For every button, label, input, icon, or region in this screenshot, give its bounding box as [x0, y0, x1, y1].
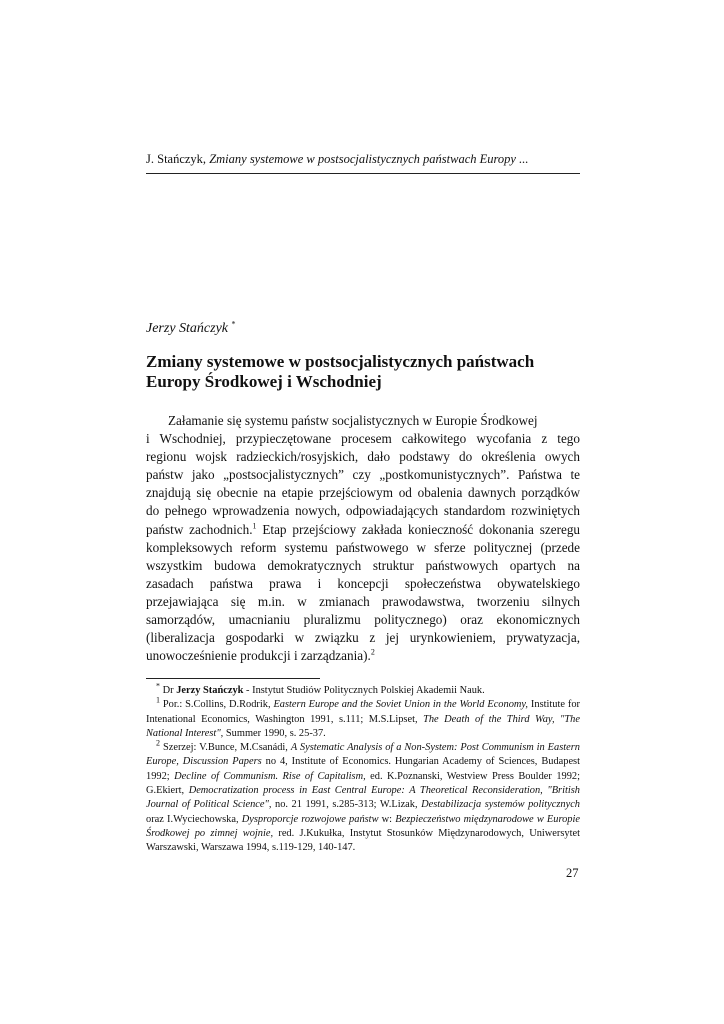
body-line: znajdują się obecnie na etapie przejściowym od obalenia dawnych porządków [146, 485, 580, 501]
body-line: państw jako „postsocjalistycznych” czy „postkomunistycznych”. Państwa te [146, 467, 580, 483]
running-header-title: Zmiany systemowe w postsocjalistycznych państwach Europy ... [209, 152, 529, 166]
body-line-part: Etap przejściowy zakłada konieczność dokonania szeregu [262, 521, 581, 537]
running-header [146, 151, 580, 174]
footnote-text: no 4, Institute of Economics. Hungarian Academy of Sciences, Budapest 1992; [146, 756, 580, 782]
footnote-divider [146, 678, 320, 679]
body-line: przejawiająca się m.in. w zmianach prawodawstwa, tworzeniu silnych [146, 593, 580, 609]
footnote-text: Szerzej: V.Bunce, M.Csanádi, [162, 742, 288, 754]
body-line-part: państw zachodnich. [146, 521, 253, 537]
footnote-text: Summer 1990, s. 25-37. [225, 727, 326, 739]
footnote-text: no. 21 1991, s.285-313; W.Lizak, [275, 799, 418, 811]
body-line: do pełnego wprowadzenia nowych, odpowiadających standardom rozwiniętych [146, 503, 580, 519]
article-title [146, 352, 586, 392]
footnote-text: red. J.Kukułka, Instytut Stosunków Międzynarodowych, Uniwersytet Warszawski, Warszawa 1994, s.119-129, 140-147. [146, 827, 580, 854]
body-line-part: unowocześnienie produkcji i zarządzania). [146, 648, 371, 664]
footnote-text: - Instytut Studiów Politycznych Polskiej Akademii Nauk. [246, 685, 485, 696]
article-author-name: Jerzy Stańczyk [146, 321, 229, 336]
footnote-text: Institute for Intenational Economics, Washington 1991, s.111; M.S.Lipset, [146, 699, 580, 725]
body-paragraph [146, 412, 580, 665]
footnote-ref-2[interactable]: 2 [370, 647, 375, 657]
body-line: kompleksowych reform systemu państwowego w sferze politycznej (przede [146, 539, 580, 555]
author-footnote-mark: * [231, 319, 236, 329]
footnote-text: oraz I.Wyciechowska, [146, 813, 239, 825]
body-line: samorządów, umacnianiu pluralizmu politycznego) oraz ekonomicznych [146, 612, 580, 628]
footnote-work-title: Decline of Communism. Rise of Capitalism, [174, 770, 366, 782]
footnote-1 [146, 695, 580, 741]
footnote-work-title: Dysproporcje rozwojowe państw [241, 813, 379, 825]
footnote-text: Dr [162, 685, 174, 696]
body-line: zasadach państwa prawa i koncepcji społeczeństwa obywatelskiego [146, 575, 580, 591]
footnote-work-title: Bezpieczeństwo międzynarodowe w Europie Środkowej po zimnej wojnie, [146, 813, 580, 839]
footnote-text: Por.: S.Collins, D.Rodrik, [162, 699, 271, 711]
article-title-line1: Zmiany systemowe w postsocjalistycznych państwach [146, 352, 535, 371]
footnote-2 [146, 738, 580, 855]
body-line: i Wschodniej, przypieczętowane procesem całkowitego wycofania z tego [146, 431, 580, 447]
footnotes [146, 681, 580, 856]
article-author [146, 321, 236, 337]
footnote-work-title: The Death of the Third Way, "The National Interest", [146, 713, 580, 739]
footnote-work-title: A Systematic Analysis of a Non-System: Post Communism in Eastern Europe, Discussion Papers [146, 742, 580, 768]
running-header-author: J. Stańczyk, [146, 152, 207, 166]
footnote-work-title: Destabilizacja systemów politycznych [421, 799, 580, 811]
page-number: 27 [566, 866, 579, 880]
footnote-mark: 1 [156, 695, 160, 705]
footnote-work-title: Democratization process in East Central Europe: A Theoretical Reconsideration, "British Journal of Political Science", [146, 785, 580, 811]
footnote-work-title: Eastern Europe and the Soviet Union in the World Economy, [273, 699, 529, 711]
body-line-with-ref [146, 521, 580, 539]
article-title-line2: Europy Środkowej i Wschodniej [146, 372, 382, 391]
footnote-author-name: Jerzy Stańczyk [176, 685, 244, 696]
footnote-author [146, 681, 580, 698]
footnote-mark: 2 [156, 738, 160, 748]
footnote-text: ed. K.Poznanski, Westview Press Boulder 1992; G.Ekiert, [146, 770, 580, 797]
footnote-ref-1[interactable]: 1 [252, 521, 257, 531]
footnote-text: w: [381, 813, 393, 825]
body-line: (liberalizacja gospodarki w związku z jej urynkowieniem, prywatyzacja, [146, 630, 580, 646]
body-line: Załamanie się systemu państw socjalistycznych w Europie Środkowej [168, 413, 538, 428]
body-line: regionu wojsk radzieckich/rosyjskich, dało podstawy do określenia owych [146, 449, 580, 465]
body-line: wszystkim budowa demokratycznych struktur państwowych opartych na [146, 557, 580, 573]
footnote-mark: * [156, 681, 160, 691]
body-line-last [146, 647, 580, 665]
